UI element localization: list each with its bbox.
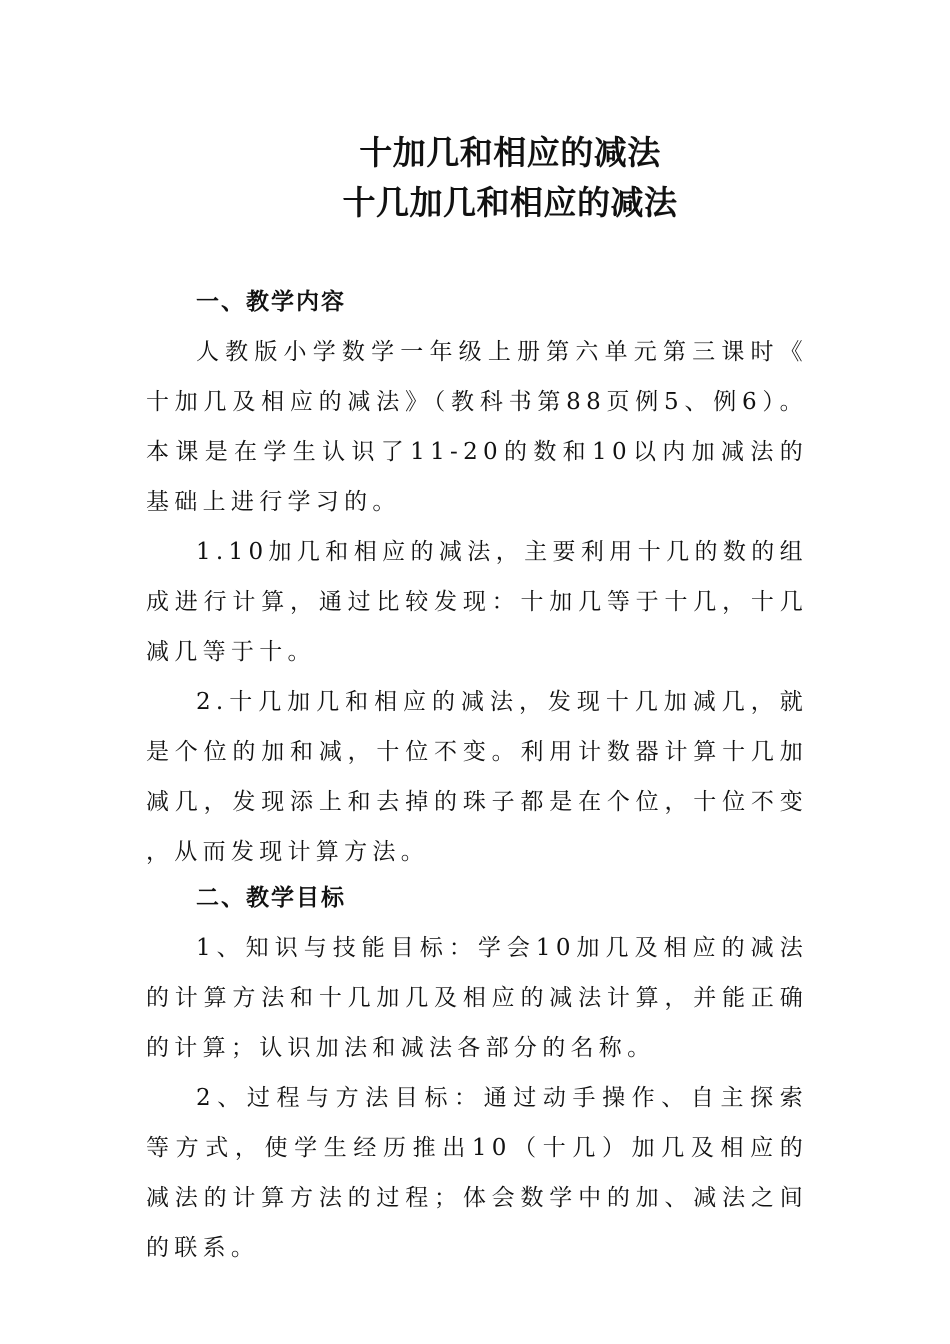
paragraph-intro: 人教版小学数学一年级上册第六单元第三课时《十加几及相应的减法》（教科书第88页例5、例6）。本课是在学生认识了11-20的数和10以内加减法的基础上进行学习的。: [146, 339, 808, 515]
section-heading-teaching-content: 一、教学内容: [196, 289, 346, 315]
document-title-line-1: 十加几和相应的减法: [359, 133, 661, 172]
document-title-line-2: 十几加几和相应的减法: [342, 183, 678, 222]
paragraph-point-2: 2.十几加几和相应的减法，发现十几加减几，就是个位的加和减，十位不变。利用计数器计算十几加减几，发现添上和去掉的珠子都是在个位，十位不变，从而发现计算方法。: [146, 689, 808, 865]
paragraph-goal-2: 2、过程与方法目标：通过动手操作、自主探索等方式，使学生经历推出10（十几）加几及相应的减法的计算方法的过程；体会数学中的加、减法之间的联系。: [146, 1085, 808, 1261]
paragraph-goal-1: 1、知识与技能目标：学会10加几及相应的减法的计算方法和十几加几及相应的减法计算，并能正确的计算；认识加法和减法各部分的名称。: [146, 935, 808, 1061]
paragraph-point-1: 1.10加几和相应的减法，主要利用十几的数的组成进行计算，通过比较发现：十加几等于十几，十几减几等于十。: [146, 539, 808, 665]
section-heading-teaching-goals: 二、教学目标: [196, 885, 346, 911]
